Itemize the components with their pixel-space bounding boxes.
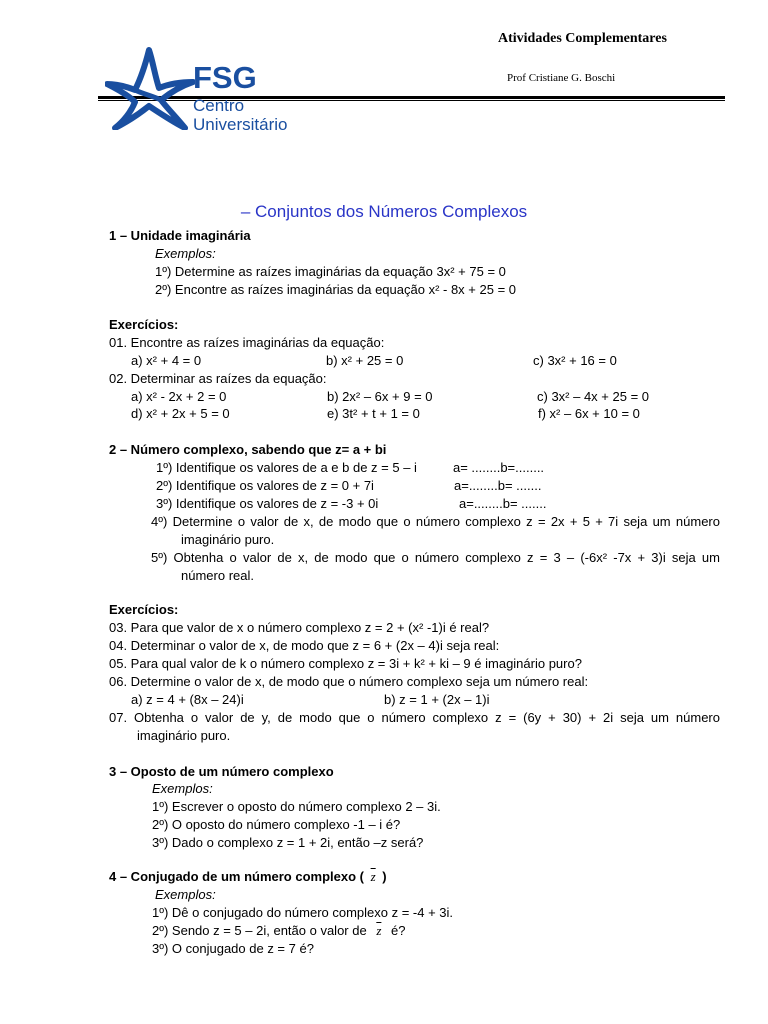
question-04: 04. Determinar o valor de x, de modo que z = 6 + (2x – 4)i seja real: (109, 638, 500, 653)
fsg-star-logo-icon (105, 46, 195, 130)
question-03: 03. Para que valor de x o número complexo z = 2 + (x² -1)i é real? (109, 620, 490, 635)
section-1-example-2: 2º) Encontre as raízes imaginárias da equação x² - 8x + 25 = 0 (155, 282, 516, 297)
question-01-a: a) x² + 4 = 0 (131, 353, 202, 368)
conjugate-symbol-inline: $\overline{z}$ (376, 923, 382, 938)
question-02-a: a) x² - 2x + 2 = 0 (131, 389, 227, 404)
section-4-example-2-post: é? (391, 923, 406, 938)
logo-line-2: Universitário (193, 115, 288, 134)
logo-brand: FSG (193, 60, 257, 95)
page-title: – Conjuntos dos Números Complexos (240, 202, 528, 221)
section-3-heading: 3 – Oposto de um número complexo (109, 764, 334, 779)
section-4-examples-label: Exemplos: (155, 887, 216, 902)
section-3-examples-label: Exemplos: (152, 781, 213, 796)
section-2-example-2-answer: a=........b= ....... (454, 478, 542, 493)
section-4-example-2-pre: 2º) Sendo z = 5 – 2i, então o valor de (152, 923, 367, 938)
question-02-f: f) x² – 6x + 10 = 0 (538, 406, 640, 421)
section-2-example-3: 3º) Identifique os valores de z = -3 + 0i (156, 496, 379, 511)
logo-line-1: Centro (193, 96, 245, 115)
section-2-example-3-answer: a=........b= ....... (459, 496, 547, 511)
question-02-c: c) 3x² – 4x + 25 = 0 (537, 389, 650, 404)
section-2-heading: 2 – Número complexo, sabendo que z= a + bi (109, 442, 387, 457)
question-07-line-2: imaginário puro. (137, 728, 231, 743)
question-01: 01. Encontre as raízes imaginárias da equação: (109, 335, 385, 350)
section-1-exercises-label: Exercícios: (109, 317, 179, 332)
question-01-c: c) 3x² + 16 = 0 (533, 353, 617, 368)
question-06-a: a) z = 4 + (8x – 24)i (131, 692, 244, 707)
header-title: Atividades Complementares (498, 31, 667, 46)
section-2-example-2: 2º) Identifique os valores de z = 0 + 7i (156, 478, 374, 493)
section-3-example-1: 1º) Escrever o oposto do número complexo 2 – 3i. (152, 799, 441, 814)
question-02: 02. Determinar as raízes da equação: (109, 371, 327, 386)
question-06: 06. Determine o valor de x, de modo que o número complexo seja um número real: (109, 674, 589, 689)
section-4-example-1: 1º) Dê o conjugado do número complexo z = -4 + 3i. (152, 905, 454, 920)
question-07-line-1: 07. Obtenha o valor de y, de modo que o número complexo z = (6y + 30) + 2i seja um número (109, 710, 720, 725)
section-4-example-2 (152, 923, 405, 939)
section-3-example-3: 3º) Dado o complexo z = 1 + 2i, então –z será? (152, 835, 424, 850)
section-1-examples-label: Exemplos: (155, 246, 216, 261)
section-4-example-3: 3º) O conjugado de z = 7 é? (152, 941, 314, 956)
conjugate-symbol: $\overline{z}$ (370, 869, 376, 884)
section-2-example-5-line-2: número real. (181, 568, 254, 583)
question-02-d: d) x² + 2x + 5 = 0 (131, 406, 230, 421)
section-2-example-1-answer: a= ........b=........ (453, 460, 545, 475)
section-4-heading (109, 869, 387, 885)
question-02-e: e) 3t² + t + 1 = 0 (327, 406, 420, 421)
section-2-example-1: 1º) Identifique os valores de a e b de z = 5 – i (156, 460, 417, 475)
section-2-exercises-label: Exercícios: (109, 602, 179, 617)
section-3-example-2: 2º) O oposto do número complexo -1 – i é? (152, 817, 401, 832)
header-professor: Prof Cristiane G. Boschi (507, 72, 616, 84)
section-4-heading-close: ) (382, 869, 387, 884)
section-2-example-4-line-2: imaginário puro. (181, 532, 275, 547)
section-1-heading: 1 – Unidade imaginária (109, 228, 251, 243)
question-01-b: b) x² + 25 = 0 (326, 353, 404, 368)
question-06-b: b) z = 1 + (2x – 1)i (384, 692, 490, 707)
section-4-heading-text: 4 – Conjugado de um número complexo ( (109, 869, 364, 884)
section-2-example-4-line-1: 4º) Determine o valor de x, de modo que o número complexo z = 2x + 5 + 7i seja um número (151, 514, 720, 529)
question-05: 05. Para qual valor de k o número complexo z = 3i + k² + ki – 9 é imaginário puro? (109, 656, 582, 671)
section-1-example-1: 1º) Determine as raízes imaginárias da equação 3x² + 75 = 0 (155, 264, 506, 279)
question-02-b: b) 2x² – 6x + 9 = 0 (327, 389, 433, 404)
section-2-example-5-line-1: 5º) Obtenha o valor de x, de modo que o número complexo z = 3 – (-6x² -7x + 3)i seja um (151, 550, 720, 565)
